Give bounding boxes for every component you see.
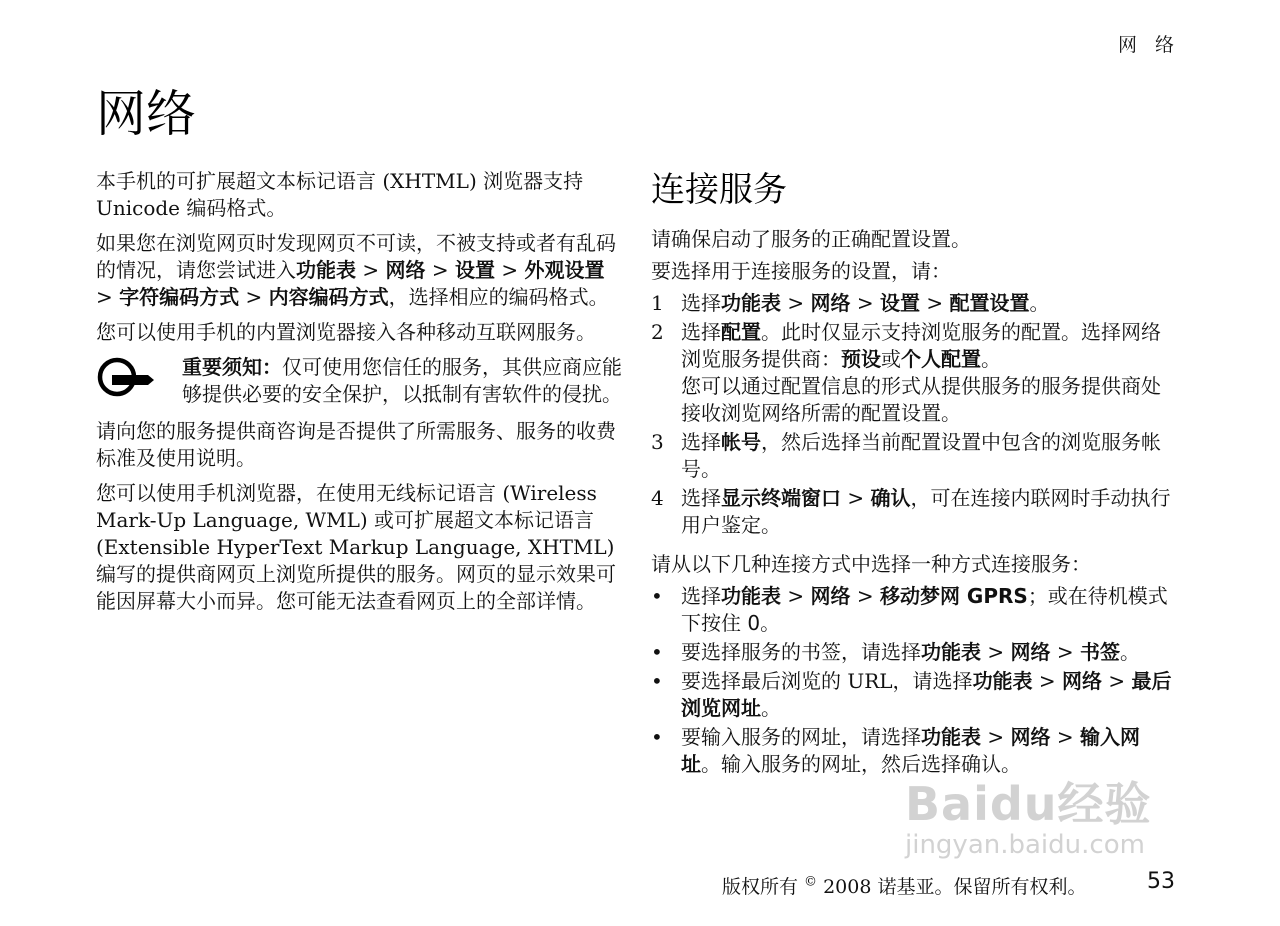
menu-item: 功能表 <box>921 725 981 749</box>
encoding-paragraph: 如果您在浏览网页时发现网页不可读，不被支持或者有乱码的情况，请您尝试进入功能表 > 网络 > 设置 > 外观设置 > 字符编码方式 > 内容编码方式，选择相应的编码格式。 <box>96 231 616 309</box>
left-column <box>96 168 624 623</box>
step-item: 1 选择功能表 > 网络 > 设置 > 配置设置。 <box>651 291 1050 315</box>
step-extra: 您可以通过配置信息的形式从提供服务的服务提供商处接收浏览网络所需的配置设置。 <box>681 374 1161 425</box>
note-text: 仅可使用您信任的服务，其供应商应能够提供必要的安全保护，以抵制有害软件的侵扰。 <box>182 355 622 406</box>
step-item: 3 选择帐号，然后选择当前配置设置中包含的浏览服务帐号。 <box>651 430 1161 481</box>
step-item: 2 选择配置。此时仅显示支持浏览服务的配置。选择网络浏览服务提供商：预设或个人配置。 您可以通过配置信息的形式从提供服务的服务提供商处接收浏览网络所需的配置设置。 <box>651 320 1161 425</box>
menu-item: 预设 <box>841 347 881 371</box>
menu-item: 内容编码方式 <box>268 285 389 309</box>
intro-line: 要选择用于连接服务的设置，请： <box>651 259 951 283</box>
running-header: 网 络 <box>1118 34 1181 56</box>
menu-item: 网络 <box>1010 725 1051 749</box>
bullet-item: • 要选择服务的书签，请选择功能表 > 网络 > 书签。 <box>651 640 1140 664</box>
menu-item: 功能表 <box>721 584 781 608</box>
wml-paragraph: 您可以使用手机浏览器，在使用无线标记语言 (Wireless Mark-Up Language, WML) 或可扩展超文本标记语言 (Extensible HyperText Markup Language, XHTML) 编写的提供商网页上浏览所提供的服务。网页的显示效果可能因屏幕大小而异。您可能无法查看网页上的全部详情。 <box>96 481 616 613</box>
footer-copyright: 版权所有 © 2008 诺基亚。保留所有权利。 <box>722 874 1087 898</box>
steps-list <box>651 290 1176 539</box>
menu-item: 帐号 <box>721 430 761 454</box>
menu-item: 功能表 <box>921 640 981 664</box>
menu-item: 外观设置 <box>524 258 605 282</box>
intro-line: 请确保启动了服务的正确配置设置。 <box>651 227 971 251</box>
intro-paragraph: 本手机的可扩展超文本标记语言 (XHTML) 浏览器支持 Unicode 编码格式。 <box>96 169 584 220</box>
page-number: 53 <box>1147 869 1175 894</box>
menu-item: 设置 <box>454 258 495 282</box>
important-note <box>96 354 624 408</box>
menu-item: 配置 <box>721 320 761 344</box>
menu-item: 个人配置 <box>901 347 981 371</box>
bullet-item: • 要选择最后浏览的 URL，请选择功能表 > 网络 > 最后浏览网址。 <box>651 669 1172 720</box>
step-number: 4 <box>651 486 664 510</box>
bullet-mark: • <box>651 584 663 608</box>
bullet-item: • 要输入服务的网址，请选择功能表 > 网络 > 输入网址。输入服务的网址，然后选择确认。 <box>651 725 1140 776</box>
watermark-url: jingyan.baidu.com <box>905 830 1145 860</box>
step-number: 3 <box>651 430 664 454</box>
bullet-mark: • <box>651 640 663 664</box>
menu-item: 配置设置 <box>949 291 1030 315</box>
browser-paragraph: 您可以使用手机的内置浏览器接入各种移动互联网服务。 <box>96 320 596 344</box>
menu-item: 最后浏览网址 <box>681 669 1172 720</box>
step-number: 1 <box>651 291 664 315</box>
menu-item: 网络 <box>385 258 426 282</box>
provider-paragraph: 请向您的服务提供商咨询是否提供了所需服务、服务的收费标准及使用说明。 <box>96 419 616 470</box>
menu-item: 功能表 <box>721 291 781 315</box>
menu-item: 输入网址 <box>681 725 1140 776</box>
bullet-mark: • <box>651 725 663 749</box>
copyright-symbol: © <box>804 874 818 890</box>
menu-item: 显示终端窗口 <box>721 486 841 510</box>
menu-item: 功能表 <box>972 669 1033 693</box>
menu-item: 设置 <box>879 291 920 315</box>
chapter-title: 网络 <box>96 85 196 143</box>
step-number: 2 <box>651 320 664 344</box>
intro-line: 请从以下几种连接方式中选择一种方式连接服务： <box>651 552 1091 576</box>
important-note-icon <box>96 354 182 405</box>
menu-item: 字符编码方式 <box>119 285 240 309</box>
baidu-watermark <box>905 768 1205 878</box>
menu-item: 书签 <box>1079 640 1120 664</box>
menu-item: 功能表 <box>296 258 356 282</box>
menu-item: 移动梦网 GPRS <box>879 584 1028 608</box>
menu-item: 网络 <box>1062 669 1103 693</box>
step-item: 4 选择显示终端窗口 > 确认，可在连接内联网时手动执行用户鉴定。 <box>651 486 1171 537</box>
note-label: 重要须知： <box>182 355 282 379</box>
menu-item: 网络 <box>810 291 851 315</box>
watermark-logo-text: Baidu经验 <box>905 777 1152 831</box>
key-label: 0 <box>747 611 761 635</box>
menu-item: 确认 <box>870 486 911 510</box>
menu-item: 网络 <box>810 584 851 608</box>
bullet-mark: • <box>651 669 663 693</box>
section-heading: 连接服务 <box>651 170 787 210</box>
bullet-item: • 选择功能表 > 网络 > 移动梦网 GPRS；或在待机模式下按住 0。 <box>651 584 1168 635</box>
connection-methods-list <box>651 583 1176 778</box>
menu-item: 网络 <box>1010 640 1051 664</box>
right-column <box>651 166 1176 790</box>
